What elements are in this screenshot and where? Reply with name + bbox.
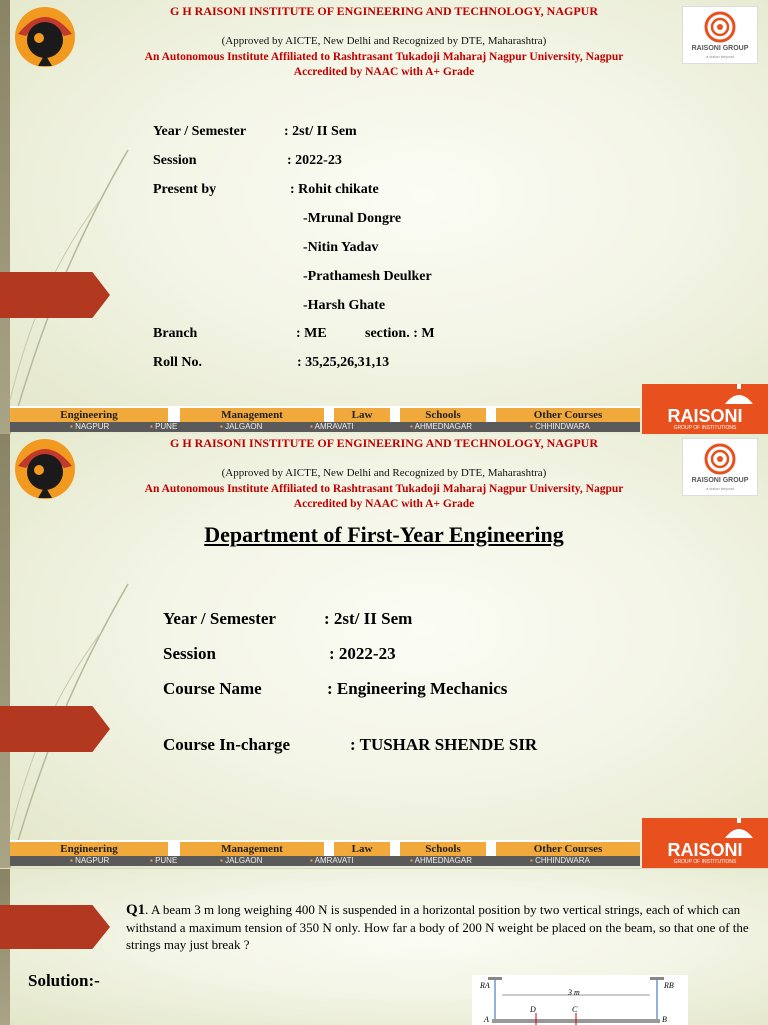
category-schools: Schools bbox=[400, 842, 486, 856]
row-value: : 2022-23 bbox=[287, 153, 342, 168]
beam-diagram-drawing bbox=[472, 975, 688, 1025]
category-engineering: Engineering bbox=[10, 408, 168, 422]
red-arrow-tab bbox=[0, 905, 110, 949]
city-label: ▪ JALGAON bbox=[220, 856, 262, 866]
city-label: ▪ PUNE bbox=[150, 856, 177, 866]
row-value: : 2st/ II Sem bbox=[324, 609, 413, 628]
city-label: ▪ AMRAVATI bbox=[310, 856, 354, 866]
row-value: : TUSHAR SHENDE SIR bbox=[350, 735, 538, 754]
city-label: ▪ PUNE bbox=[150, 422, 177, 432]
row-value: : Rohit chikate bbox=[290, 182, 379, 197]
ra-label: RA bbox=[480, 981, 490, 990]
span-label: 3 m bbox=[568, 988, 580, 997]
city-strip bbox=[10, 856, 640, 866]
category-other-courses: Other Courses bbox=[496, 842, 640, 856]
point-b-label: B bbox=[662, 1015, 667, 1024]
accreditation-line: Accredited by NAAC with A+ Grade bbox=[293, 498, 475, 510]
row-value: : Engineering Mechanics bbox=[327, 679, 508, 698]
row-label: Present by bbox=[153, 182, 217, 197]
city-label: ▪ CHHINDWARA bbox=[530, 856, 590, 866]
point-a-label: A bbox=[484, 1015, 489, 1024]
group-logo-tagline: a vision beyond bbox=[706, 486, 734, 491]
category-management: Management bbox=[180, 842, 324, 856]
category-management: Management bbox=[180, 408, 324, 422]
raisoni-brand-block bbox=[642, 818, 768, 868]
category-law: Law bbox=[334, 408, 390, 422]
city-label: ▪ NAGPUR bbox=[70, 856, 109, 866]
approval-line: (Approved by AICTE, New Delhi and Recognized by DTE, Maharashtra) bbox=[221, 467, 547, 479]
row-label: Year / Semester bbox=[153, 124, 247, 139]
city-label: ▪ JALGAON bbox=[220, 422, 262, 432]
autonomous-line: An Autonomous Institute Affiliated to Rashtrasant Tukadoji Maharaj Nagpur University, Nagpur bbox=[144, 483, 624, 495]
question-text bbox=[126, 901, 754, 953]
city-strip bbox=[10, 422, 640, 432]
row-label: Roll No. bbox=[153, 355, 202, 370]
presenter-name: -Nitin Yadav bbox=[303, 240, 379, 255]
category-law: Law bbox=[334, 842, 390, 856]
slide-2 bbox=[0, 434, 768, 868]
brand-subtitle: GROUP OF INSTITUTIONS bbox=[673, 425, 737, 431]
presenter-name: -Prathamesh Deulker bbox=[303, 269, 432, 284]
group-logo-tagline: a vision beyond bbox=[706, 54, 734, 59]
city-label: ▪ AHMEDNAGAR bbox=[410, 422, 472, 432]
beam-diagram bbox=[472, 975, 688, 1025]
row-label: Session bbox=[153, 153, 197, 168]
institute-name: G H RAISONI INSTITUTE OF ENGINEERING AND TECHNOLOGY, NAGPUR bbox=[170, 4, 598, 18]
section-value: section. : M bbox=[365, 326, 435, 341]
row-label: Year / Semester bbox=[163, 609, 276, 628]
row-value: : 2022-23 bbox=[329, 644, 396, 663]
raisoni-brand-block bbox=[642, 384, 768, 434]
dome-icon bbox=[642, 384, 768, 406]
city-label: ▪ AMRAVATI bbox=[310, 422, 354, 432]
course-categories bbox=[10, 408, 640, 422]
point-c-label: C bbox=[572, 1005, 578, 1014]
autonomous-line: An Autonomous Institute Affiliated to Rashtrasant Tukadoji Maharaj Nagpur University, Nagpur bbox=[144, 51, 624, 63]
city-label: ▪ NAGPUR bbox=[70, 422, 109, 432]
group-logo-text: RAISONI GROUP bbox=[691, 477, 749, 484]
red-arrow-tab bbox=[0, 272, 110, 318]
question-label: Q1 bbox=[126, 902, 146, 918]
category-other-courses: Other Courses bbox=[496, 408, 640, 422]
category-schools: Schools bbox=[400, 408, 486, 422]
footer-banner bbox=[10, 840, 640, 866]
row-value: : 35,25,26,31,13 bbox=[297, 355, 390, 370]
accreditation-line: Accredited by NAAC with A+ Grade bbox=[293, 66, 475, 78]
presenter-name: -Harsh Ghate bbox=[303, 298, 386, 313]
row-label: Course In-charge bbox=[163, 735, 291, 754]
slide-1 bbox=[0, 0, 768, 434]
row-label: Branch bbox=[153, 326, 198, 341]
city-label: ▪ AHMEDNAGAR bbox=[410, 856, 472, 866]
row-label: Session bbox=[163, 644, 216, 663]
category-engineering: Engineering bbox=[10, 842, 168, 856]
row-value: : ME bbox=[296, 326, 327, 341]
department-title: Department of First-Year Engineering bbox=[204, 522, 564, 547]
row-label: Course Name bbox=[163, 679, 262, 698]
point-d-label: D bbox=[530, 1005, 536, 1014]
row-value: : 2st/ II Sem bbox=[284, 124, 357, 139]
approval-line: (Approved by AICTE, New Delhi and Recognized by DTE, Maharashtra) bbox=[221, 35, 547, 47]
brand-name: RAISONI bbox=[667, 406, 743, 426]
question-body: . A beam 3 m long weighing 400 N is suspended in a horizontal position by two vertical strings, each of which can withstand a maximum tension of 350 N only. How far a body of 200 N weight be placed on the beam, so that one of the strings may just break ? bbox=[126, 902, 749, 952]
group-logo-text: RAISONI GROUP bbox=[691, 45, 749, 52]
red-arrow-tab bbox=[0, 706, 110, 752]
slide-3 bbox=[0, 868, 768, 1025]
solution-heading: Solution:- bbox=[28, 971, 100, 990]
course-categories bbox=[10, 842, 640, 856]
city-label: ▪ CHHINDWARA bbox=[530, 422, 590, 432]
presenter-name: -Mrunal Dongre bbox=[303, 211, 402, 226]
brand-subtitle: GROUP OF INSTITUTIONS bbox=[673, 859, 737, 865]
institute-name: G H RAISONI INSTITUTE OF ENGINEERING AND TECHNOLOGY, NAGPUR bbox=[170, 436, 598, 450]
dome-icon bbox=[642, 818, 768, 840]
rb-label: RB bbox=[664, 981, 674, 990]
footer-banner bbox=[10, 406, 640, 432]
brand-name: RAISONI bbox=[667, 840, 743, 860]
